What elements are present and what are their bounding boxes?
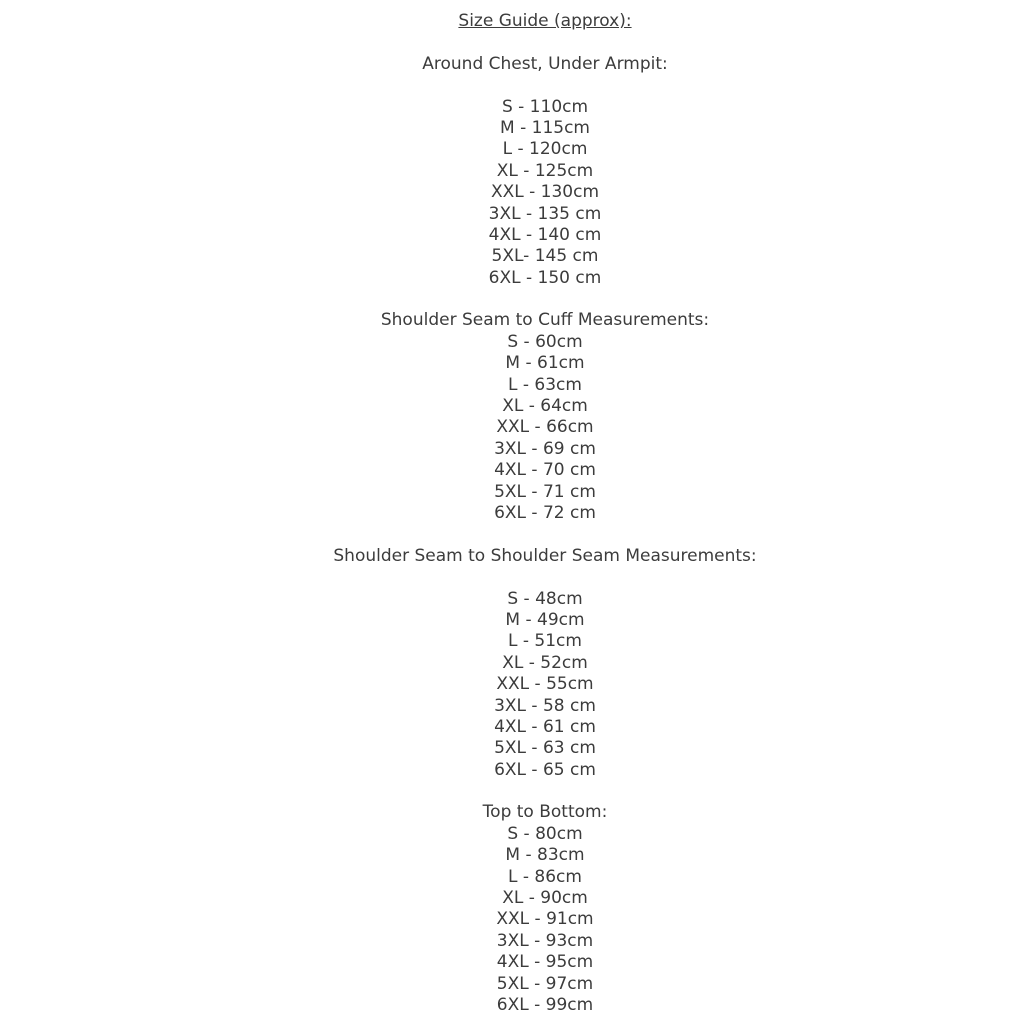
size-guide-document xyxy=(66,0,1024,1016)
size-list-item: M - 61cm xyxy=(505,353,585,374)
size-list-item: XL - 90cm xyxy=(502,888,588,909)
size-list-item: XXL - 66cm xyxy=(496,417,594,438)
size-list-item: 5XL - 71 cm xyxy=(494,481,596,502)
size-list-item: 6XL - 72 cm xyxy=(494,502,596,523)
size-list-item: M - 49cm xyxy=(505,609,585,630)
section-heading: Shoulder Seam to Cuff Measurements: xyxy=(380,310,710,331)
size-list-item: XXL - 55cm xyxy=(496,674,594,695)
size-list-item: XL - 52cm xyxy=(502,652,588,673)
blank-line xyxy=(66,567,1024,588)
size-list-item: L - 63cm xyxy=(508,374,582,395)
size-list-item: M - 115cm xyxy=(500,117,590,138)
size-list-item: 6XL - 65 cm xyxy=(494,759,596,780)
size-list-item: 4XL - 95cm xyxy=(496,952,594,973)
size-list-item: S - 110cm xyxy=(501,96,589,117)
blank-line xyxy=(66,524,1024,545)
size-list-item: 5XL - 63 cm xyxy=(494,738,596,759)
size-list-item: XL - 64cm xyxy=(502,396,588,417)
size-list-item: S - 60cm xyxy=(507,331,583,352)
size-list-item: 6XL - 150 cm xyxy=(488,267,602,288)
size-list-item: L - 120cm xyxy=(502,139,588,160)
size-list-item: 4XL - 70 cm xyxy=(494,460,596,481)
page-title: Size Guide (approx): xyxy=(458,11,632,31)
section-heading: Top to Bottom: xyxy=(482,802,608,823)
size-list-item: S - 48cm xyxy=(507,588,583,609)
size-list-item: XXL - 130cm xyxy=(490,182,600,203)
blank-line xyxy=(66,781,1024,802)
size-list-item: 4XL - 61 cm xyxy=(494,716,596,737)
size-list-item: M - 83cm xyxy=(505,845,585,866)
section-heading: Shoulder Seam to Shoulder Seam Measurements: xyxy=(333,545,757,566)
size-list-item: 4XL - 140 cm xyxy=(488,224,602,245)
size-list-item: 3XL - 58 cm xyxy=(494,695,596,716)
size-list-item: 6XL - 99cm xyxy=(496,994,594,1015)
size-list-item: L - 86cm xyxy=(508,866,582,887)
size-list-item: 5XL - 97cm xyxy=(496,973,594,994)
size-list-item: 3XL - 93cm xyxy=(496,930,594,951)
size-list-item: 5XL- 145 cm xyxy=(491,246,599,267)
page-title-line xyxy=(66,11,1024,32)
sections-container xyxy=(66,54,1024,1017)
blank-line xyxy=(66,289,1024,310)
size-list-item: 3XL - 69 cm xyxy=(494,438,596,459)
size-list-item: L - 51cm xyxy=(508,631,582,652)
size-list-item: XL - 125cm xyxy=(496,160,594,181)
size-list-item: XXL - 91cm xyxy=(496,909,594,930)
blank-line xyxy=(66,75,1024,96)
section-heading: Around Chest, Under Armpit: xyxy=(422,53,668,74)
size-list-item: S - 80cm xyxy=(507,823,583,844)
size-list-item: 3XL - 135 cm xyxy=(488,203,602,224)
blank-line xyxy=(66,32,1024,53)
